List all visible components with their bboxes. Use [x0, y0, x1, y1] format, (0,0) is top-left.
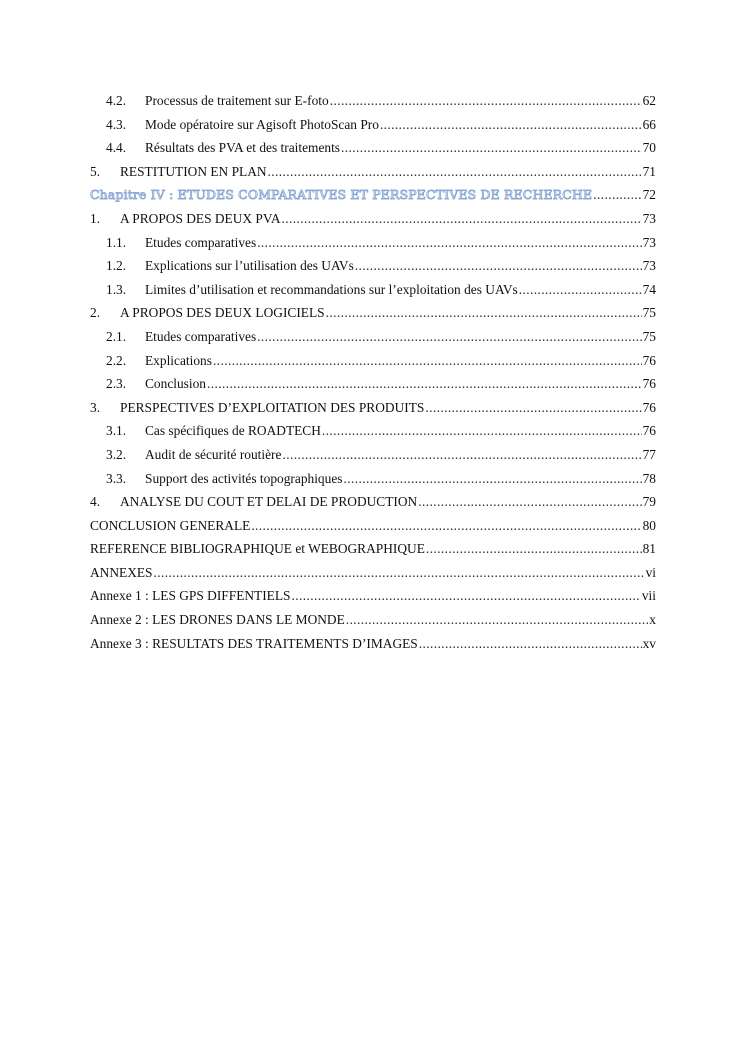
toc-entry-number: 3.: [90, 399, 101, 415]
toc-entry-title: Chapitre IV : ETUDES COMPARATIVES ET PERSPECTIVES DE RECHERCHE: [90, 187, 593, 203]
toc-entry[interactable]: [90, 514, 656, 538]
toc-entry[interactable]: [90, 608, 656, 632]
dot-leader: [419, 632, 642, 656]
toc-entry-page-number: 62: [642, 93, 656, 108]
toc-entry-title: Etudes comparatives: [145, 234, 257, 250]
toc-entry[interactable]: [90, 443, 656, 467]
toc-entry-page-number: vii: [641, 588, 656, 604]
toc-entry-number: 4.4.: [106, 140, 127, 156]
dot-leader: [425, 396, 641, 420]
dot-leader: [322, 419, 642, 443]
toc-entry-page-number: 79: [642, 494, 656, 510]
toc-entry[interactable]: [90, 231, 656, 255]
toc-entry-page-number: 76: [642, 352, 656, 368]
dot-leader: [330, 89, 642, 113]
toc-entry-page-number: 74: [642, 281, 656, 297]
toc-entry[interactable]: [90, 372, 656, 396]
toc-entry-page-number: 73: [642, 234, 656, 250]
dot-leader: [207, 372, 642, 396]
toc-entry-page-number: 75: [642, 305, 656, 321]
toc-entry-title: REFERENCE BIBLIOGRAPHIQUE et WEBOGRAPHIQUE: [90, 541, 425, 557]
toc-entry-page-number: vi: [645, 564, 656, 580]
toc-entry[interactable]: [90, 113, 656, 137]
toc-entry-page-number: 76: [642, 376, 656, 392]
toc-entry[interactable]: [90, 490, 656, 514]
toc-entry-title: Audit de sécurité routière: [145, 446, 282, 462]
toc-entry-number: 3.2.: [106, 446, 127, 462]
dot-leader: [257, 231, 641, 255]
toc-entry-title: Limites d’utilisation et recommandations sur l’exploitation des UAVs: [145, 281, 518, 297]
toc-entry-title: Mode opératoire sur Agisoft PhotoScan Pro: [145, 116, 379, 132]
toc-entry-number: 3.1.: [106, 423, 127, 439]
toc-entry[interactable]: [90, 207, 656, 231]
toc-entry-title: Conclusion: [145, 376, 207, 392]
dot-leader: [292, 584, 641, 608]
dot-leader: [154, 561, 645, 585]
dot-leader: [213, 349, 642, 373]
toc-entry[interactable]: [90, 537, 656, 561]
toc-entry[interactable]: [90, 325, 656, 349]
dot-leader: [281, 207, 641, 231]
toc-entry-title: Processus de traitement sur E-foto: [145, 93, 329, 108]
toc-entry-title: ANALYSE DU COUT ET DELAI DE PRODUCTION: [120, 494, 418, 510]
toc-entry[interactable]: [90, 632, 656, 656]
toc-entry-page-number: 71: [642, 163, 656, 179]
toc-entry-number: 3.3.: [106, 470, 127, 486]
table-of-contents: [90, 89, 656, 655]
toc-entry[interactable]: [90, 278, 656, 302]
toc-entry-number: 2.: [90, 305, 101, 321]
toc-entry-page-number: xv: [642, 635, 656, 651]
dot-leader: [426, 537, 642, 561]
toc-entry-page-number: 70: [642, 140, 656, 156]
toc-entry-number: 2.2.: [106, 352, 127, 368]
toc-entry[interactable]: [90, 561, 656, 585]
toc-entry-title: PERSPECTIVES D’EXPLOITATION DES PRODUITS: [120, 399, 425, 415]
dot-leader: [326, 301, 642, 325]
toc-entry-page-number: 81: [642, 541, 656, 557]
toc-entry-page-number: 73: [642, 258, 656, 274]
toc-entry-title: ANNEXES: [90, 564, 153, 580]
toc-entry-number: 1.: [90, 210, 101, 226]
toc-entry-title: Explications sur l’utilisation des UAVs: [145, 258, 354, 274]
toc-entry-number: 2.3.: [106, 376, 127, 392]
dot-leader: [251, 514, 641, 538]
toc-entry-number: 2.1.: [106, 328, 127, 344]
toc-entry-page-number: 76: [642, 423, 656, 439]
toc-entry-number: 1.2.: [106, 258, 127, 274]
toc-entry-title: Résultats des PVA et des traitements: [145, 140, 341, 156]
toc-entry[interactable]: [90, 467, 656, 491]
toc-entry[interactable]: [90, 136, 656, 160]
toc-entry[interactable]: [90, 160, 656, 184]
toc-entry-number: 4.: [90, 494, 101, 510]
toc-entry[interactable]: [90, 396, 656, 420]
toc-entry-number: 4.3.: [106, 116, 127, 132]
toc-entry-title: Cas spécifiques de ROADTECH: [145, 423, 321, 439]
toc-entry-page-number: 72: [642, 187, 656, 203]
dot-leader: [268, 160, 642, 184]
dot-leader: [346, 608, 649, 632]
toc-entry-title: Annexe 1 : LES GPS DIFFENTIELS: [90, 588, 291, 604]
dot-leader: [282, 443, 641, 467]
toc-entry-page-number: 80: [642, 517, 656, 533]
dot-leader: [418, 490, 641, 514]
toc-entry[interactable]: [90, 419, 656, 443]
toc-entry-title: A PROPOS DES DEUX LOGICIELS: [120, 305, 325, 321]
toc-entry-title: CONCLUSION GENERALE: [90, 517, 251, 533]
toc-entry-page-number: x: [649, 612, 656, 628]
toc-entry-page-number: 78: [642, 470, 656, 486]
toc-entry-title: RESTITUTION EN PLAN: [120, 163, 267, 179]
toc-entry-page-number: 73: [642, 210, 656, 226]
dot-leader: [593, 183, 641, 207]
dot-leader: [343, 467, 641, 491]
toc-entry-number: 4.2.: [106, 93, 127, 108]
toc-entry-page-number: 66: [642, 116, 656, 132]
toc-entry[interactable]: [90, 254, 656, 278]
toc-entry-title: Etudes comparatives: [145, 328, 257, 344]
toc-entry-page-number: 75: [642, 328, 656, 344]
dot-leader: [341, 136, 642, 160]
toc-entry-title: Explications: [145, 352, 212, 368]
toc-entry-number: 5.: [90, 163, 101, 179]
toc-entry-title: Support des activités topographiques: [145, 470, 343, 486]
dot-leader: [519, 278, 642, 302]
toc-entry-page-number: 77: [642, 446, 656, 462]
toc-entry-title: Annexe 2 : LES DRONES DANS LE MONDE: [90, 612, 345, 628]
toc-entry-title: Annexe 3 : RESULTATS DES TRAITEMENTS D’IMAGES: [90, 635, 418, 651]
toc-entry-number: 1.1.: [106, 234, 127, 250]
toc-chapter-heading[interactable]: [90, 183, 656, 207]
dot-leader: [380, 113, 642, 137]
toc-entry[interactable]: [90, 301, 656, 325]
toc-entry-number: 1.3.: [106, 281, 127, 297]
dot-leader: [355, 254, 642, 278]
toc-entry[interactable]: [90, 349, 656, 373]
dot-leader: [257, 325, 641, 349]
toc-entry[interactable]: [90, 89, 656, 113]
toc-entry[interactable]: [90, 584, 656, 608]
toc-entry-page-number: 76: [642, 399, 656, 415]
toc-entry-title: A PROPOS DES DEUX PVA: [120, 210, 281, 226]
